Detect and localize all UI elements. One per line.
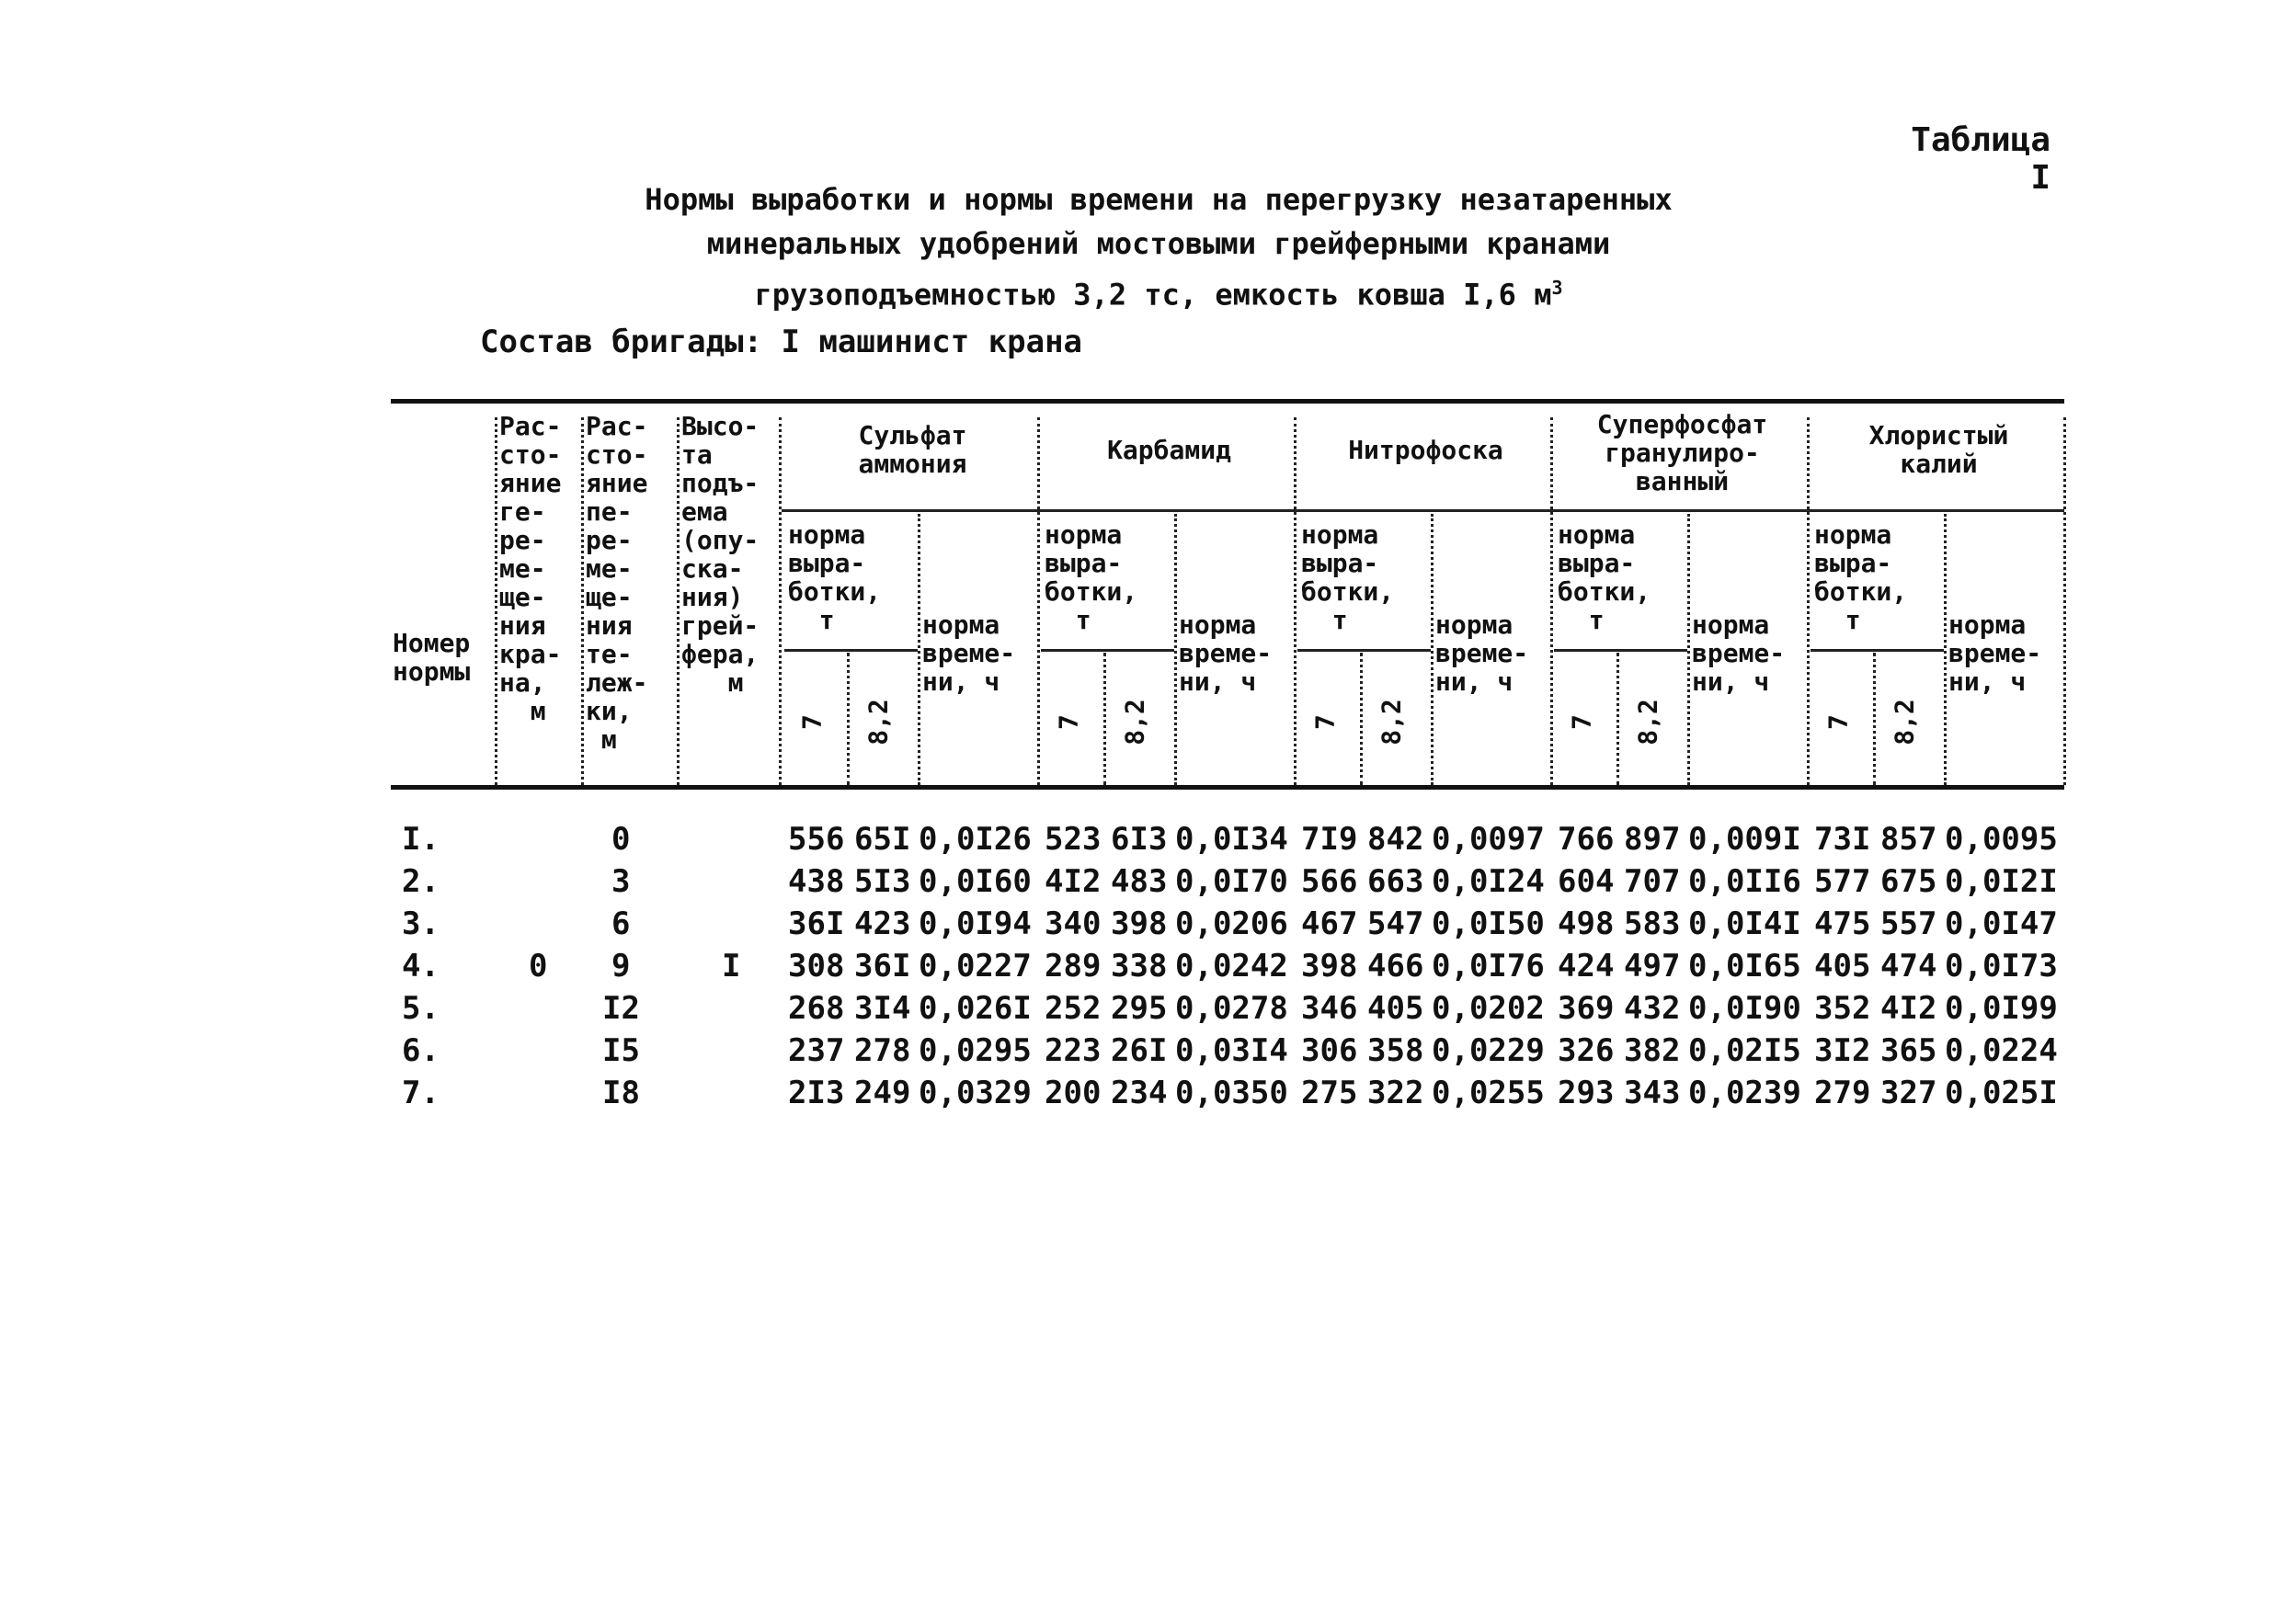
header-product-rule	[782, 509, 2064, 512]
row-time-norm: 0,0255	[1432, 1075, 1545, 1111]
header-group-divider	[1807, 417, 1810, 785]
header-group-divider	[2063, 417, 2066, 785]
row-output-low: 293	[1558, 1075, 1615, 1111]
header-trolley-distance: Рас- сто- яние пе- ре- ме- ще- ния те- леж- ки, м	[586, 411, 648, 755]
row-output-low: 405	[1814, 948, 1871, 985]
row-output-high: 405	[1367, 990, 1424, 1027]
row-time-norm: 0,0227	[919, 948, 1032, 985]
row-norm-number: 2.	[402, 863, 440, 900]
row-trolley-distance: 9	[611, 948, 631, 985]
table-label: Таблица I	[1911, 121, 2050, 197]
row-trolley-distance: I5	[602, 1032, 640, 1069]
header-output-norm: норма выра- ботки, т	[1045, 519, 1138, 635]
row-output-high: 358	[1367, 1032, 1424, 1069]
header-column-divider	[495, 417, 497, 785]
row-output-high: 343	[1624, 1075, 1681, 1111]
row-output-high: 365	[1880, 1032, 1937, 1069]
header-output-norm: норма выра- ботки, т	[1814, 519, 1908, 635]
row-time-norm: 0,03I4	[1175, 1032, 1288, 1069]
row-time-norm: 0,0329	[919, 1075, 1032, 1111]
row-time-norm: 0,0I70	[1175, 863, 1288, 900]
merged-lift-height: I	[722, 948, 741, 985]
row-norm-number: 3.	[402, 905, 440, 942]
row-time-norm: 0,0I60	[919, 863, 1032, 900]
norms-table-header	[391, 399, 2064, 796]
row-output-high: 675	[1880, 863, 1937, 900]
header-capacity-divider	[1616, 653, 1619, 785]
row-output-low: 424	[1558, 948, 1615, 985]
row-time-norm: 0,0I24	[1432, 863, 1545, 900]
row-time-norm: 0,0I4I	[1688, 905, 1801, 942]
header-subcolumn-divider	[1174, 514, 1177, 785]
row-output-high: 398	[1111, 905, 1168, 942]
row-output-high: 583	[1624, 905, 1681, 942]
row-output-high: 663	[1367, 863, 1424, 900]
row-norm-number: 6.	[402, 1032, 440, 1069]
table-row	[391, 1075, 2064, 1117]
header-time-norm: норма време- ни, ч	[1692, 609, 1786, 697]
row-output-high: 322	[1367, 1075, 1424, 1111]
row-output-high: 557	[1880, 905, 1937, 942]
header-output-rule	[1811, 649, 1944, 652]
header-product-name: Сульфат аммония	[858, 420, 967, 479]
header-output-rule	[784, 649, 918, 652]
header-output-norm: норма выра- ботки, т	[1558, 519, 1651, 635]
header-time-norm: норма време- ни, ч	[1179, 609, 1273, 697]
row-norm-number: 4.	[402, 948, 440, 985]
row-time-norm: 0,0I2I	[1945, 863, 2058, 900]
crew-composition: Состав бригады: I машинист крана	[480, 324, 1083, 360]
header-capacity-low: 7	[796, 714, 828, 730]
row-time-norm: 0,0295	[919, 1032, 1032, 1069]
header-output-norm: норма выра- ботки, т	[788, 519, 882, 635]
row-output-high: 897	[1624, 821, 1681, 858]
row-time-norm: 0,0097	[1432, 821, 1545, 858]
header-product-name: Нитрофоска	[1348, 435, 1503, 465]
document-title	[515, 177, 1802, 317]
row-time-norm: 0,0229	[1432, 1032, 1545, 1069]
row-output-high: 474	[1880, 948, 1937, 985]
row-output-low: 237	[788, 1032, 845, 1069]
table-top-rule	[391, 399, 2064, 404]
row-output-low: 279	[1814, 1075, 1871, 1111]
header-time-norm: норма време- ни, ч	[922, 609, 1016, 697]
header-time-norm: норма време- ни, ч	[1948, 609, 2042, 697]
row-output-low: 340	[1045, 905, 1102, 942]
header-capacity-high: 8,2	[1119, 699, 1150, 746]
table-row	[391, 863, 2064, 905]
merged-crane-distance: 0	[529, 948, 548, 985]
row-output-high: 65I	[854, 821, 911, 858]
row-output-high: 26I	[1111, 1032, 1168, 1069]
row-time-norm: 0,0095	[1945, 821, 2058, 858]
row-output-low: 7I9	[1301, 821, 1358, 858]
header-group-divider	[1037, 417, 1040, 785]
header-product-name: Карбамид	[1107, 435, 1231, 465]
title-line-2: минеральных удобрений мостовыми грейферными кранами	[706, 226, 1611, 261]
row-output-high: 278	[854, 1032, 911, 1069]
row-time-norm: 0,026I	[919, 990, 1032, 1027]
row-output-low: 268	[788, 990, 845, 1027]
row-output-low: 566	[1301, 863, 1358, 900]
row-output-low: 308	[788, 948, 845, 985]
header-capacity-low: 7	[1053, 714, 1084, 730]
row-output-low: 326	[1558, 1032, 1615, 1069]
row-time-norm: 0,0242	[1175, 948, 1288, 985]
header-capacity-low: 7	[1309, 714, 1341, 730]
row-output-low: 36I	[788, 905, 845, 942]
row-output-low: 200	[1045, 1075, 1102, 1111]
row-time-norm: 0,0224	[1945, 1032, 2058, 1069]
row-output-low: 73I	[1814, 821, 1871, 858]
row-output-high: 4I2	[1880, 990, 1937, 1027]
row-output-high: 707	[1624, 863, 1681, 900]
row-output-low: 498	[1558, 905, 1615, 942]
row-output-low: 2I3	[788, 1075, 845, 1111]
header-capacity-divider	[1360, 653, 1363, 785]
header-output-rule	[1554, 649, 1687, 652]
header-capacity-low: 7	[1566, 714, 1597, 730]
row-output-high: 857	[1880, 821, 1937, 858]
table-row	[391, 948, 2064, 990]
row-output-high: 423	[854, 905, 911, 942]
header-subcolumn-divider	[1687, 514, 1690, 785]
row-output-low: 604	[1558, 863, 1615, 900]
table-row	[391, 905, 2064, 948]
header-group-divider	[1550, 417, 1553, 785]
row-time-norm: 0,009I	[1688, 821, 1801, 858]
header-capacity-divider	[1103, 653, 1106, 785]
table-row	[391, 1032, 2064, 1075]
title-line-3-sup: 3	[1551, 277, 1563, 299]
row-time-norm: 0,0206	[1175, 905, 1288, 942]
row-output-low: 346	[1301, 990, 1358, 1027]
row-output-high: 497	[1624, 948, 1681, 985]
row-time-norm: 0,0I65	[1688, 948, 1801, 985]
title-line-3-text: грузоподъемностью 3,2 тс, емкость ковша I,6 м	[754, 277, 1552, 313]
row-output-low: 369	[1558, 990, 1615, 1027]
row-time-norm: 0,0239	[1688, 1075, 1801, 1111]
row-time-norm: 0,0I47	[1945, 905, 2058, 942]
row-output-high: 295	[1111, 990, 1168, 1027]
header-subcolumn-divider	[918, 514, 920, 785]
row-output-high: 5I3	[854, 863, 911, 900]
header-time-norm: норма време- ни, ч	[1435, 609, 1529, 697]
header-capacity-high: 8,2	[1632, 699, 1663, 746]
row-output-high: 382	[1624, 1032, 1681, 1069]
header-capacity-high: 8,2	[1376, 699, 1407, 746]
row-time-norm: 0,025I	[1945, 1075, 2058, 1111]
row-time-norm: 0,0I99	[1945, 990, 2058, 1027]
row-output-low: 766	[1558, 821, 1615, 858]
row-time-norm: 0,0I26	[919, 821, 1032, 858]
row-output-high: 327	[1880, 1075, 1937, 1111]
row-output-low: 523	[1045, 821, 1102, 858]
row-output-high: 432	[1624, 990, 1681, 1027]
row-output-low: 438	[788, 863, 845, 900]
row-trolley-distance: 6	[611, 905, 631, 942]
title-line-1: Нормы выработки и нормы времени на перегрузку незатаренных	[645, 182, 1673, 217]
table-row	[391, 821, 2064, 863]
row-output-low: 4I2	[1045, 863, 1102, 900]
table-header-bottom-rule	[391, 785, 2064, 790]
row-output-low: 475	[1814, 905, 1871, 942]
header-column-divider	[581, 417, 584, 785]
row-time-norm: 0,0I90	[1688, 990, 1801, 1027]
row-output-high: 547	[1367, 905, 1424, 942]
row-output-high: 842	[1367, 821, 1424, 858]
row-trolley-distance: 3	[611, 863, 631, 900]
row-norm-number: 7.	[402, 1075, 440, 1111]
row-output-high: 36I	[854, 948, 911, 985]
row-output-low: 352	[1814, 990, 1871, 1027]
row-time-norm: 0,0I73	[1945, 948, 2058, 985]
header-lift-height: Высо- та подъ- ема (опу- ска- ния) грей- фера, м	[681, 411, 760, 698]
row-output-high: 6I3	[1111, 821, 1168, 858]
row-time-norm: 0,0I34	[1175, 821, 1288, 858]
row-output-low: 3I2	[1814, 1032, 1871, 1069]
row-trolley-distance: I2	[602, 990, 640, 1027]
row-time-norm: 0,02I5	[1688, 1032, 1801, 1069]
row-time-norm: 0,0II6	[1688, 863, 1801, 900]
row-output-low: 289	[1045, 948, 1102, 985]
row-output-low: 223	[1045, 1032, 1102, 1069]
header-capacity-divider	[1873, 653, 1876, 785]
row-output-high: 249	[854, 1075, 911, 1111]
row-time-norm: 0,0I76	[1432, 948, 1545, 985]
row-output-low: 577	[1814, 863, 1871, 900]
row-output-high: 338	[1111, 948, 1168, 985]
row-output-low: 275	[1301, 1075, 1358, 1111]
header-output-rule	[1041, 649, 1174, 652]
header-capacity-high: 8,2	[862, 699, 894, 746]
table-row	[391, 990, 2064, 1032]
row-time-norm: 0,0350	[1175, 1075, 1288, 1111]
row-output-low: 398	[1301, 948, 1358, 985]
header-output-norm: норма выра- ботки, т	[1301, 519, 1395, 635]
row-output-high: 3I4	[854, 990, 911, 1027]
row-output-low: 252	[1045, 990, 1102, 1027]
row-time-norm: 0,0I50	[1432, 905, 1545, 942]
header-subcolumn-divider	[1944, 514, 1947, 785]
header-group-divider	[1294, 417, 1296, 785]
header-norm-number: Номер нормы	[393, 628, 471, 687]
row-output-low: 467	[1301, 905, 1358, 942]
row-time-norm: 0,0278	[1175, 990, 1288, 1027]
row-output-high: 483	[1111, 863, 1168, 900]
row-output-high: 466	[1367, 948, 1424, 985]
row-time-norm: 0,0202	[1432, 990, 1545, 1027]
header-column-divider	[779, 417, 782, 785]
header-subcolumn-divider	[1431, 514, 1434, 785]
row-norm-number: 5.	[402, 990, 440, 1027]
title-line-3	[515, 266, 1802, 317]
header-capacity-divider	[847, 653, 850, 785]
header-capacity-low: 7	[1822, 714, 1854, 730]
row-trolley-distance: 0	[611, 821, 631, 858]
row-time-norm: 0,0I94	[919, 905, 1032, 942]
row-output-high: 234	[1111, 1075, 1168, 1111]
row-output-low: 306	[1301, 1032, 1358, 1069]
header-product-name: Суперфосфат гранулиро- ванный	[1596, 409, 1768, 496]
header-output-rule	[1297, 649, 1431, 652]
header-crane-distance: Рас- сто- яние ге- ре- ме- ще- ния кра- на, м	[499, 411, 562, 726]
header-product-name: Хлористый калий	[1868, 420, 2009, 479]
row-output-low: 556	[788, 821, 845, 858]
row-norm-number: I.	[402, 821, 440, 858]
header-column-divider	[677, 417, 680, 785]
header-capacity-high: 8,2	[1889, 699, 1920, 746]
row-trolley-distance: I8	[602, 1075, 640, 1111]
